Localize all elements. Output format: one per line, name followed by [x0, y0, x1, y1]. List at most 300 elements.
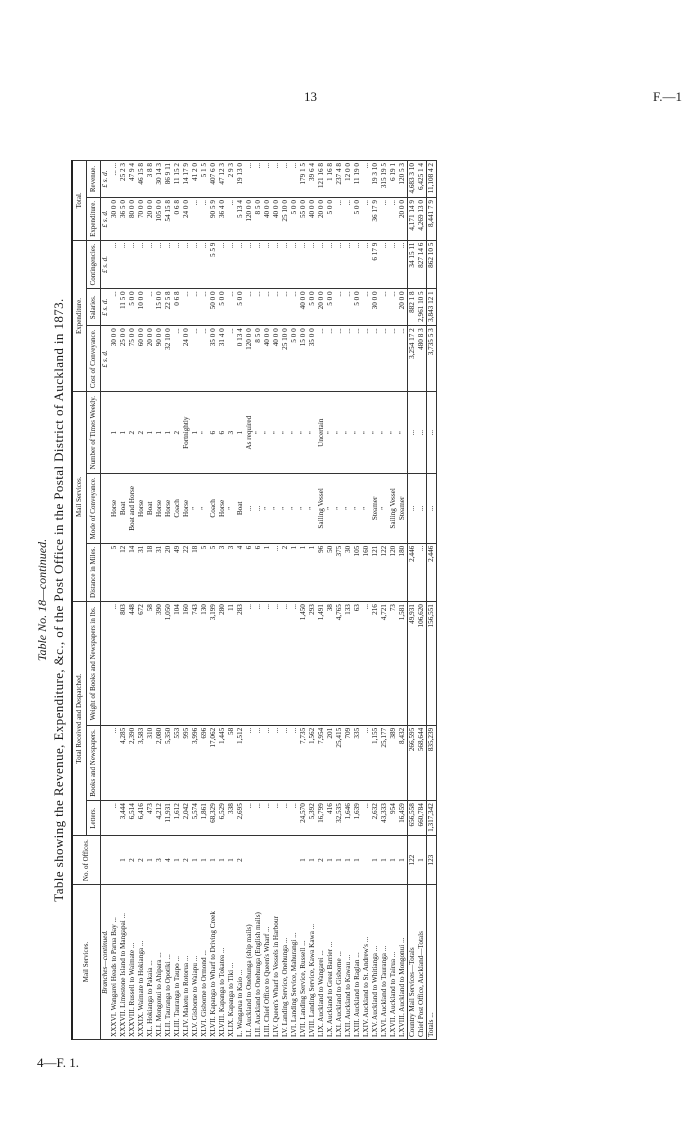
table-row	[389, 161, 398, 1040]
cell-exp: ...	[380, 198, 389, 241]
cell-svc: L. Wangarua to Kaio ...	[236, 885, 245, 1040]
cell-times: "	[263, 392, 272, 474]
cell-let: 43,333	[380, 801, 389, 836]
table-row	[200, 161, 209, 1040]
cell-bks: 25,177	[380, 725, 389, 800]
cell-off: 1	[119, 836, 128, 885]
cell-let: ...	[290, 801, 299, 836]
cell-rev: 11 15 2	[173, 161, 182, 198]
cell-times: As required	[245, 392, 254, 474]
cell-let: 954	[389, 801, 398, 836]
cell-wt: 73	[389, 602, 398, 726]
cell-bks: ...	[281, 725, 290, 800]
cell-let: 2,042	[182, 801, 191, 836]
cell-rev: 41 2 0	[191, 161, 200, 198]
cell-cont: ...	[227, 240, 236, 289]
cell-mode: ...	[417, 474, 427, 544]
cell-svc: LXIV. Auckland to St. Andrew's ...	[362, 885, 371, 1040]
cell-dist: 14	[128, 543, 137, 601]
group-total-received: Total Received and Despatched.	[72, 602, 87, 836]
cell-cont: ...	[173, 240, 182, 289]
cell-sal: 5 0 0	[326, 289, 335, 326]
cell-let: ...	[254, 801, 263, 836]
cell-mode: Horse	[110, 474, 119, 544]
cell-svc: XLI. Mongonui to Ahipara ...	[155, 885, 164, 1040]
cell-svc: LIII. Chief Office to Queen's Wharf ...	[263, 885, 272, 1040]
cell-mode: ...	[245, 474, 254, 544]
cell-times: "	[362, 392, 371, 474]
cell-exp: 0 6 8	[173, 198, 182, 241]
cell-sal: ...	[191, 289, 200, 326]
cell-let: 24,570	[299, 801, 308, 836]
cell-mode: ...	[427, 474, 437, 544]
cell-cost: 31 4 0	[218, 326, 227, 392]
cell-mode: ...	[408, 474, 418, 544]
cell-bks: 7,735	[299, 725, 308, 800]
cell-cost: 15 0 0	[299, 326, 308, 392]
cell-wt: 4,765	[335, 602, 344, 726]
cell-svc: XL. Hokianga to Pakaia ...	[146, 885, 155, 1040]
cell-mode: Steamer	[398, 474, 408, 544]
cell-bks: 3,996	[191, 725, 200, 800]
cell-cont: ...	[290, 240, 299, 289]
cell-dist: 30	[344, 543, 353, 601]
cell-sal: ...	[110, 289, 119, 326]
cell-rev: 315 19 5	[380, 161, 389, 198]
table-row	[137, 161, 146, 1040]
cell-dist: 5	[110, 543, 119, 601]
cell-exp: ...	[389, 198, 398, 241]
cell-dist: 1	[263, 543, 272, 601]
cell-svc: LXI. Auckland to Gisborne ...	[335, 885, 344, 1040]
col-distance: Distance in Miles.	[87, 543, 101, 601]
cell-off: 123	[427, 836, 437, 885]
table-row	[317, 161, 326, 1040]
table-row	[353, 161, 362, 1040]
cell-let: 338	[227, 801, 236, 836]
cell-rev: 407 6 0	[209, 161, 218, 198]
cell-let: 5,574	[191, 801, 200, 836]
cell-let: 660,784	[417, 801, 427, 836]
cell-sal: 5 0 0	[308, 289, 317, 326]
cell-sal: ...	[254, 289, 263, 326]
cell-dist: 2	[281, 543, 290, 601]
section-label: Branches—continued.	[101, 885, 111, 1040]
table-row	[209, 161, 218, 1040]
col-weight: Weight of Books and Newspapers in lbs.	[87, 602, 101, 726]
col-salaries: Salaries.	[87, 289, 101, 326]
cell-rev: 4,683 3 10	[408, 161, 418, 198]
cell-cost: 0 13 4	[236, 326, 245, 392]
cell-rev: 19 3 10	[371, 161, 380, 198]
revenue-table	[71, 160, 437, 1040]
cell-cost: 90 0 0	[155, 326, 164, 392]
table-row	[254, 161, 263, 1040]
cell-bks: ...	[362, 725, 371, 800]
cell-times: 2	[128, 392, 137, 474]
cell-wt: ...	[281, 602, 290, 726]
table-row	[308, 161, 317, 1040]
col-mail-services: Mail Services.	[72, 885, 101, 1040]
cell-exp: ...	[362, 198, 371, 241]
cell-let: 32,535	[335, 801, 344, 836]
cell-sal: ...	[281, 289, 290, 326]
rotated-table-block	[35, 160, 665, 1040]
cell-cont: ...	[263, 240, 272, 289]
cell-let: 68,329	[209, 801, 218, 836]
cell-mode: "	[326, 474, 335, 544]
cell-dist: 2,446	[408, 543, 418, 601]
cell-wt: 58	[146, 602, 155, 726]
cell-let: 4,212	[155, 801, 164, 836]
cell-wt: 390	[155, 602, 164, 726]
cell-exp: ...	[344, 198, 353, 241]
table-row	[362, 161, 371, 1040]
col-revenue: Revenue.	[87, 161, 101, 198]
cell-exp: 80 0 0	[128, 198, 137, 241]
cell-cost: ...	[191, 326, 200, 392]
cell-wt: 38	[326, 602, 335, 726]
cell-exp: 36 4 0	[218, 198, 227, 241]
cell-cont: 6 17 9	[371, 240, 380, 289]
cell-exp: 5 0 0	[353, 198, 362, 241]
cell-cost: ...	[380, 326, 389, 392]
cell-rev: 86 9 11	[164, 161, 173, 198]
cell-mode: "	[362, 474, 371, 544]
cell-cont: ...	[317, 240, 326, 289]
cell-exp: 36 17 9	[371, 198, 380, 241]
cell-wt: 4,721	[380, 602, 389, 726]
cell-bks: 2,080	[155, 725, 164, 800]
table-row	[236, 161, 245, 1040]
cell-dist: ...	[417, 543, 427, 601]
table-row	[245, 161, 254, 1040]
cell-rev: ...	[245, 161, 254, 198]
col-books: Books and Newspapers.	[87, 725, 101, 800]
cell-rev: 25 2 3	[119, 161, 128, 198]
cell-bks: 17,062	[209, 725, 218, 800]
cell-off: 1	[380, 836, 389, 885]
cell-dist: 1	[308, 543, 317, 601]
cell-off: 2	[182, 836, 191, 885]
cell-cost: ...	[398, 326, 408, 392]
cell-cost: 40 0 0	[263, 326, 272, 392]
cell-off	[263, 836, 272, 885]
cell-mode: Horse	[137, 474, 146, 544]
cell-sal: 5 0 0	[128, 289, 137, 326]
cell-off: 1	[200, 836, 209, 885]
cell-svc: XLIV. Maketu to Rotorua ...	[182, 885, 191, 1040]
cell-let: 6,514	[128, 801, 137, 836]
cell-times: "	[389, 392, 398, 474]
table-row	[164, 161, 173, 1040]
cell-exp: 40 0 0	[308, 198, 317, 241]
cell-cont: ...	[128, 240, 137, 289]
cell-mode: "	[191, 474, 200, 544]
cell-sal: 20 0 0	[398, 289, 408, 326]
col-letters: Letters.	[87, 801, 101, 836]
cell-svc: XXXIX. Waimate to Hokianga ...	[137, 885, 146, 1040]
cell-exp: 40 0 0	[263, 198, 272, 241]
cell-dist: 50	[326, 543, 335, 601]
cell-cost: 8 5 0	[254, 326, 263, 392]
cell-wt: 1,450	[299, 602, 308, 726]
cell-off: 1	[389, 836, 398, 885]
cell-bks: 310	[146, 725, 155, 800]
cell-svc: LIX. Auckland to Wangarei ...	[317, 885, 326, 1040]
cell-cost: ...	[362, 326, 371, 392]
cell-let: 16,799	[317, 801, 326, 836]
cell-times: 2	[137, 392, 146, 474]
cell-cont: ...	[353, 240, 362, 289]
cell-sal: ...	[335, 289, 344, 326]
cell-exp: 5 13 4	[236, 198, 245, 241]
cell-cont: ...	[326, 240, 335, 289]
cell-rev: 14 17 9	[182, 161, 191, 198]
cell-exp: 4,269 13 0	[417, 198, 427, 241]
cell-times: 1	[119, 392, 128, 474]
cell-exp: 5 0 0	[326, 198, 335, 241]
cell-rev: 6,425 1 4	[417, 161, 427, 198]
cell-off: 1	[218, 836, 227, 885]
cell-bks: 1,562	[308, 725, 317, 800]
cell-exp: 5 0 0	[290, 198, 299, 241]
cell-cont: ...	[110, 240, 119, 289]
cell-wt: 1,050	[164, 602, 173, 726]
cell-let: ...	[272, 801, 281, 836]
cell-mode: "	[272, 474, 281, 544]
cell-dist: 96	[317, 543, 326, 601]
cell-times: "	[290, 392, 299, 474]
cell-bks: 696	[200, 725, 209, 800]
cell-dist: 18	[146, 543, 155, 601]
table-row	[263, 161, 272, 1040]
cell-cost: 32 10 0	[164, 326, 173, 392]
cell-wt: 803	[119, 602, 128, 726]
cell-let: 2,632	[371, 801, 380, 836]
cell-times: 1	[236, 392, 245, 474]
cell-times: "	[380, 392, 389, 474]
cell-times: 1	[146, 392, 155, 474]
cell-svc: LX. Auckland to Great Barrier ...	[326, 885, 335, 1040]
cell-sal: ...	[245, 289, 254, 326]
table-row	[227, 161, 236, 1040]
cell-let: ...	[281, 801, 290, 836]
cell-svc: XLIII. Tauranga to Taupo ...	[173, 885, 182, 1040]
cell-mode: "	[299, 474, 308, 544]
cell-sal: 5 0 0	[236, 289, 245, 326]
cell-cont: ...	[137, 240, 146, 289]
cell-times: 6	[218, 392, 227, 474]
cell-mode: Boat	[236, 474, 245, 544]
cell-dist: 122	[380, 543, 389, 601]
cell-sal: ...	[389, 289, 398, 326]
cell-dist: 121	[371, 543, 380, 601]
cell-mode: Boat and Horse	[128, 474, 137, 544]
cell-cost: 3,735 5 3	[427, 326, 437, 392]
lsd-header: £ s. d.	[101, 198, 111, 241]
cell-wt: 133	[344, 602, 353, 726]
cell-svc: Totals ...	[427, 885, 437, 1040]
cell-times: "	[281, 392, 290, 474]
cell-wt: ...	[290, 602, 299, 726]
cell-dist: 6	[254, 543, 263, 601]
cell-let: 6,416	[137, 801, 146, 836]
cell-bks: 995	[182, 725, 191, 800]
cell-times: ...	[417, 392, 427, 474]
cell-rev: 39 6 4	[308, 161, 317, 198]
col-expenditure-total: Expenditure.	[87, 198, 101, 241]
cell-let: 1,646	[344, 801, 353, 836]
table-row	[326, 161, 335, 1040]
cell-cont: 827 14 6	[417, 240, 427, 289]
cell-times: "	[299, 392, 308, 474]
cell-cont: ...	[155, 240, 164, 289]
cell-off: 2	[137, 836, 146, 885]
cell-bks: ...	[110, 725, 119, 800]
cell-cont: 34 15 11	[408, 240, 418, 289]
cell-bks: 389	[389, 725, 398, 800]
cell-bks: 568,644	[417, 725, 427, 800]
cell-let: 16,459	[398, 801, 408, 836]
cell-dist: 5	[200, 543, 209, 601]
cell-exp: 4,171 14 9	[408, 198, 418, 241]
cell-times: "	[398, 392, 408, 474]
cell-dist: 1	[290, 543, 299, 601]
cell-wt: 743	[191, 602, 200, 726]
cell-let: ...	[362, 801, 371, 836]
cell-times: 1	[155, 392, 164, 474]
cell-exp: 54 15 8	[164, 198, 173, 241]
table-row	[281, 161, 290, 1040]
cell-dist: 3	[227, 543, 236, 601]
cell-times: 1	[164, 392, 173, 474]
cell-svc: XXXVII. Limestone Island to Mangapai ...	[119, 885, 128, 1040]
cell-wt: 280	[218, 602, 227, 726]
cell-rev: 11 19 0	[353, 161, 362, 198]
cell-sal: 10 0 0	[137, 289, 146, 326]
cell-wt: ...	[254, 602, 263, 726]
table-row	[110, 161, 119, 1040]
cell-off	[254, 836, 263, 885]
cell-off: 1	[299, 836, 308, 885]
cell-let: 2,695	[236, 801, 245, 836]
cell-wt: 63	[353, 602, 362, 726]
document-code: F.—1	[653, 89, 682, 104]
cell-rev: 237 4 8	[335, 161, 344, 198]
cell-rev: ...	[362, 161, 371, 198]
cell-sal: 5 0 0	[218, 289, 227, 326]
cell-sal: ...	[227, 289, 236, 326]
cell-cont: ...	[272, 240, 281, 289]
cell-svc: LVI. Landing Service, Mahurangi ...	[290, 885, 299, 1040]
cell-sal: 22 5 8	[164, 289, 173, 326]
table-row	[371, 161, 380, 1040]
cell-dist: 2,446	[427, 543, 437, 601]
cell-cost: 35 0 0	[209, 326, 218, 392]
cell-cost: ...	[353, 326, 362, 392]
cell-svc: LXIII. Auckland to Raglan ...	[353, 885, 362, 1040]
cell-wt: 156,551	[427, 602, 437, 726]
cell-sal: ...	[182, 289, 191, 326]
grand-total-row	[427, 161, 437, 1040]
cell-svc: LXII. Auckland to Kawau ...	[344, 885, 353, 1040]
cell-mode: Sailing Vessel	[317, 474, 326, 544]
lsd-header: £ s. d.	[101, 161, 111, 198]
cell-sal: ...	[263, 289, 272, 326]
cell-let: ...	[110, 801, 119, 836]
cell-off: 1	[209, 836, 218, 885]
cell-svc: XLVII. Kapanga to Wharf to Driving Creek	[209, 885, 218, 1040]
cell-cont: ...	[389, 240, 398, 289]
table-row	[380, 161, 389, 1040]
cell-bks: 266,595	[408, 725, 418, 800]
cell-exp: ...	[200, 198, 209, 241]
cell-cost: 3,254 17 2	[408, 326, 418, 392]
cell-dist: 5	[209, 543, 218, 601]
cell-dist: 3	[218, 543, 227, 601]
cell-times: "	[200, 392, 209, 474]
cell-svc: LV. Landing Service, Onehunga ...	[281, 885, 290, 1040]
cell-sal: 2,961 10 5	[417, 289, 427, 326]
cell-svc: XLVIII. Kapanga to Tokatea ...	[218, 885, 227, 1040]
cell-svc: LXVIII. Auckland to Mongonui ...	[398, 885, 408, 1040]
cell-svc: XLVI. Gisborne to Ormond ...	[200, 885, 209, 1040]
cell-cont: ...	[380, 240, 389, 289]
cell-dist: ...	[272, 543, 281, 601]
cell-mode: Boat	[119, 474, 128, 544]
cell-off	[290, 836, 299, 885]
cell-mode: Horse	[182, 474, 191, 544]
cell-bks: 835,239	[427, 725, 437, 800]
cell-cost: ...	[173, 326, 182, 392]
cell-off	[110, 836, 119, 885]
cell-times: "	[254, 392, 263, 474]
cell-cont: 5 5 9	[209, 240, 218, 289]
cell-cont: ...	[254, 240, 263, 289]
cell-times: 1	[191, 392, 200, 474]
cell-dist: 49	[173, 543, 182, 601]
cell-wt: 11	[227, 602, 236, 726]
totals-row	[408, 161, 418, 1040]
cell-rev: ...	[263, 161, 272, 198]
col-offices: No. of Offices.	[72, 836, 101, 885]
cell-dist: 31	[155, 543, 164, 601]
cell-let: ...	[263, 801, 272, 836]
cell-rev: ...	[281, 161, 290, 198]
footer-code: 4—F. 1.	[37, 1055, 79, 1070]
cell-mode: Horse	[164, 474, 173, 544]
cell-cost: 120 0 0	[245, 326, 254, 392]
cell-rev: 120 5 3	[398, 161, 408, 198]
cell-cont: ...	[236, 240, 245, 289]
table-row	[335, 161, 344, 1040]
cell-times: "	[272, 392, 281, 474]
cell-mode: Horse	[218, 474, 227, 544]
cell-wt: 672	[137, 602, 146, 726]
cell-rev: 3 8 8	[146, 161, 155, 198]
table-row	[155, 161, 164, 1040]
cell-let: 656,558	[408, 801, 418, 836]
cell-times: 2	[173, 392, 182, 474]
cell-sal: 11 5 0	[119, 289, 128, 326]
cell-rev: 179 1 5	[299, 161, 308, 198]
cell-times: "	[344, 392, 353, 474]
cell-cont: ...	[164, 240, 173, 289]
cell-exp: 36 5 0	[119, 198, 128, 241]
cell-let: 5,392	[308, 801, 317, 836]
cell-bks: 3,583	[137, 725, 146, 800]
